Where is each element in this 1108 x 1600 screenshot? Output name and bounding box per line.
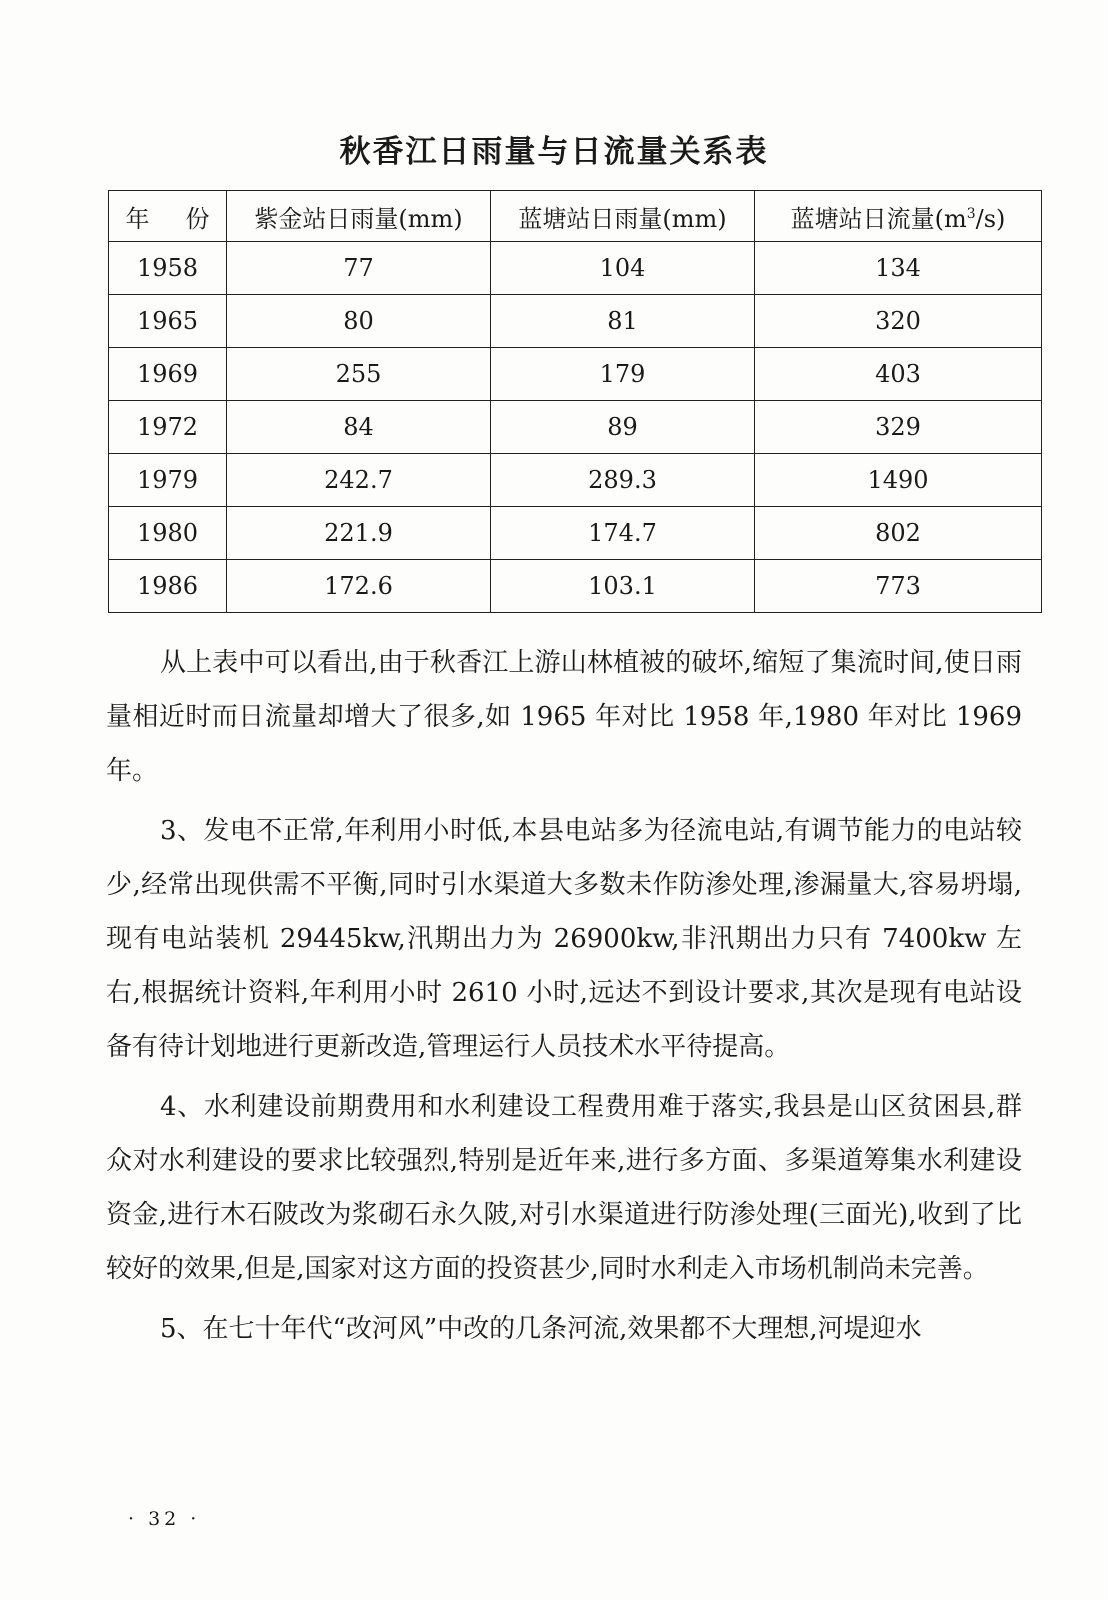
cell-year: 1969 (109, 348, 227, 401)
cell-lantang-flow: 329 (755, 401, 1042, 454)
cell-zijin-rainfall: 221.9 (227, 507, 491, 560)
cell-zijin-rainfall: 242.7 (227, 454, 491, 507)
cell-zijin-rainfall: 80 (227, 295, 491, 348)
cell-lantang-rainfall: 289.3 (491, 454, 755, 507)
table-row (109, 560, 1042, 613)
header-year: 年 份 (109, 191, 227, 242)
cell-year: 1979 (109, 454, 227, 507)
cell-year: 1972 (109, 401, 227, 454)
cell-zijin-rainfall: 84 (227, 401, 491, 454)
cell-lantang-flow: 403 (755, 348, 1042, 401)
cell-lantang-flow: 134 (755, 242, 1042, 295)
paragraph-item-5: 5、在七十年代“改河风”中改的几条河流,效果都不大理想,河堤迎水 (160, 1314, 922, 1344)
table-row (109, 295, 1042, 348)
cell-year: 1986 (109, 560, 227, 613)
cell-year: 1958 (109, 242, 227, 295)
table-row (109, 242, 1042, 295)
table-row (109, 348, 1042, 401)
cell-lantang-flow: 773 (755, 560, 1042, 613)
cell-lantang-flow: 802 (755, 507, 1042, 560)
cell-year: 1965 (109, 295, 227, 348)
cell-lantang-rainfall: 179 (491, 348, 755, 401)
table-row (109, 454, 1042, 507)
table-title: 秋香江日雨量与日流量关系表 (339, 134, 769, 170)
rainfall-flow-table (108, 190, 1042, 613)
cell-lantang-rainfall: 174.7 (491, 507, 755, 560)
header-lantang-rainfall: 蓝塘站日雨量(mm) (491, 191, 755, 242)
header-lantang-flow: 蓝塘站日流量$(m^3/s)$ (755, 191, 1042, 242)
cell-lantang-rainfall: 81 (491, 295, 755, 348)
cell-lantang-rainfall: 103.1 (491, 560, 755, 613)
table-row (109, 401, 1042, 454)
cell-lantang-rainfall: 104 (491, 242, 755, 295)
table-row (109, 507, 1042, 560)
header-zijin-rainfall: 紫金站日雨量(mm) (227, 191, 491, 242)
table-header-row (109, 191, 1042, 242)
cell-lantang-rainfall: 89 (491, 401, 755, 454)
cell-zijin-rainfall: 255 (227, 348, 491, 401)
cell-zijin-rainfall: 77 (227, 242, 491, 295)
body-text (106, 636, 1022, 1362)
paragraph-item-3: 3、发电不正常,年利用小时低,本县电站多为径流电站,有调节能力的电站较少,经常出现供需不平衡,同时引水渠道大多数未作防渗处理,渗漏量大,容易坍塌,现有电站装机 29445kw,汛期出力为 26900kw,非汛期出力只有 7400kw 左右,根据统计资料,年利用小时 2610 小时,远达不到设计要求,其次是现有电站设备有待计划地进行更新改造,管理运行人员技术水平待提高。 (106, 816, 1022, 1062)
cell-year: 1980 (109, 507, 227, 560)
cell-lantang-flow: 320 (755, 295, 1042, 348)
cell-lantang-flow: 1490 (755, 454, 1042, 507)
paragraph-table-analysis: 从上表中可以看出,由于秋香江上游山林植被的破坏,缩短了集流时间,使日雨量相近时而日流量却增大了很多,如 1965 年对比 1958 年,1980 年对比 1969 年。 (106, 648, 1022, 786)
page-number: · 32 · (128, 1508, 201, 1530)
paragraph-item-4: 4、水利建设前期费用和水利建设工程费用难于落实,我县是山区贫困县,群众对水利建设的要求比较强烈,特别是近年来,进行多方面、多渠道筹集水利建设资金,进行木石陂改为浆砌石永久陂,对引水渠道进行防渗处理(三面光),收到了比较好的效果,但是,国家对这方面的投资甚少,同时水利走入市场机制尚未完善。 (106, 1092, 1022, 1284)
cell-zijin-rainfall: 172.6 (227, 560, 491, 613)
